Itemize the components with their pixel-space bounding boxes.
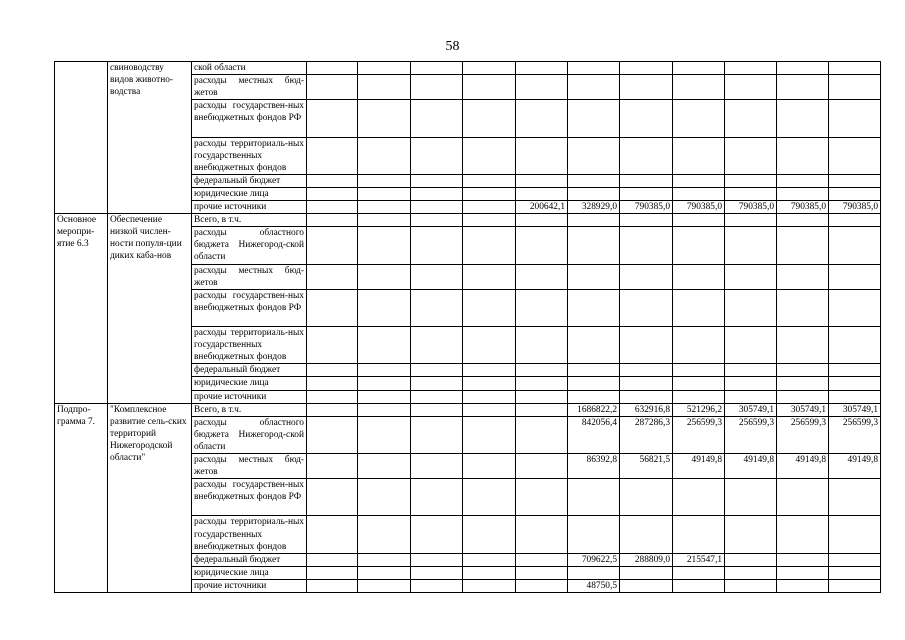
value-cell <box>411 390 463 403</box>
budget-table <box>54 61 881 593</box>
value-cell <box>620 566 673 579</box>
value-cell <box>620 390 673 403</box>
value-cell <box>777 579 829 592</box>
value-cell <box>568 75 620 100</box>
value-cell <box>516 377 568 390</box>
value-cell <box>307 553 358 566</box>
value-cell <box>620 327 673 364</box>
value-cell <box>725 289 777 326</box>
value-cell <box>777 187 829 200</box>
value-cell <box>725 327 777 364</box>
value-cell <box>463 187 516 200</box>
value-cell <box>411 187 463 200</box>
value-cell <box>777 553 829 566</box>
value-cell <box>568 100 620 137</box>
value-cell: 256599,3 <box>725 416 777 453</box>
value-cell <box>411 516 463 553</box>
value-cell: 790385,0 <box>725 201 777 214</box>
value-cell <box>777 289 829 326</box>
value-cell <box>620 62 673 75</box>
value-cell <box>829 75 881 100</box>
value-cell <box>568 566 620 579</box>
value-cell <box>358 214 411 227</box>
budget-table-body <box>55 62 881 593</box>
value-cell <box>358 201 411 214</box>
value-cell <box>777 377 829 390</box>
value-cell <box>620 579 673 592</box>
value-cell <box>777 75 829 100</box>
value-cell <box>620 75 673 100</box>
value-cell <box>620 264 673 289</box>
value-cell <box>516 364 568 377</box>
value-cell <box>673 187 725 200</box>
value-cell <box>463 327 516 364</box>
value-cell: 305749,1 <box>829 403 881 416</box>
funding-source-cell: федеральный бюджет <box>192 364 307 377</box>
value-cell <box>516 62 568 75</box>
value-cell: 215547,1 <box>673 553 725 566</box>
value-cell <box>829 516 881 553</box>
value-cell <box>307 187 358 200</box>
value-cell <box>725 479 777 516</box>
value-cell <box>463 390 516 403</box>
value-cell <box>673 75 725 100</box>
value-cell <box>516 264 568 289</box>
value-cell <box>829 479 881 516</box>
value-cell <box>307 264 358 289</box>
value-cell <box>411 454 463 479</box>
value-cell <box>829 187 881 200</box>
value-cell: 305749,1 <box>725 403 777 416</box>
value-cell <box>829 364 881 377</box>
value-cell <box>725 390 777 403</box>
value-cell <box>725 516 777 553</box>
value-cell <box>725 227 777 264</box>
value-cell <box>673 289 725 326</box>
value-cell <box>620 137 673 174</box>
value-cell <box>777 62 829 75</box>
value-cell: 49149,8 <box>777 454 829 479</box>
value-cell <box>568 214 620 227</box>
value-cell: 790385,0 <box>673 201 725 214</box>
value-cell <box>358 579 411 592</box>
program-name-cell: свиноводству видов животно-водства <box>108 62 192 214</box>
value-cell <box>620 227 673 264</box>
value-cell <box>777 174 829 187</box>
funding-source-cell: юридические лица <box>192 566 307 579</box>
value-cell: 49149,8 <box>725 454 777 479</box>
value-cell <box>829 214 881 227</box>
value-cell <box>411 553 463 566</box>
value-cell <box>829 100 881 137</box>
value-cell <box>568 264 620 289</box>
funding-source-cell: расходы местных бюд-жетов <box>192 454 307 479</box>
funding-source-cell: расходы областного бюджета Нижегород-ской области <box>192 416 307 453</box>
value-cell <box>568 62 620 75</box>
value-cell <box>411 75 463 100</box>
value-cell: 842056,4 <box>568 416 620 453</box>
value-cell <box>568 479 620 516</box>
value-cell: 288809,0 <box>620 553 673 566</box>
value-cell <box>516 227 568 264</box>
value-cell: 521296,2 <box>673 403 725 416</box>
value-cell <box>516 553 568 566</box>
value-cell <box>463 201 516 214</box>
value-cell <box>725 377 777 390</box>
value-cell <box>411 416 463 453</box>
value-cell <box>516 289 568 326</box>
value-cell <box>829 264 881 289</box>
value-cell: 49149,8 <box>829 454 881 479</box>
value-cell <box>829 553 881 566</box>
value-cell <box>829 137 881 174</box>
value-cell <box>673 137 725 174</box>
value-cell <box>620 100 673 137</box>
value-cell <box>463 137 516 174</box>
value-cell <box>777 327 829 364</box>
program-code-cell <box>55 62 108 214</box>
value-cell <box>463 454 516 479</box>
value-cell <box>307 390 358 403</box>
value-cell <box>620 516 673 553</box>
value-cell <box>358 227 411 264</box>
value-cell <box>673 516 725 553</box>
value-cell: 86392,8 <box>568 454 620 479</box>
value-cell <box>516 327 568 364</box>
value-cell <box>307 579 358 592</box>
value-cell <box>829 390 881 403</box>
value-cell <box>358 454 411 479</box>
value-cell <box>673 579 725 592</box>
funding-source-cell: Всего, в т.ч. <box>192 214 307 227</box>
value-cell <box>568 137 620 174</box>
value-cell <box>620 377 673 390</box>
value-cell <box>463 289 516 326</box>
value-cell <box>673 214 725 227</box>
value-cell <box>307 516 358 553</box>
value-cell <box>725 62 777 75</box>
value-cell <box>358 264 411 289</box>
value-cell: 256599,3 <box>777 416 829 453</box>
value-cell <box>307 479 358 516</box>
funding-source-cell: ской области <box>192 62 307 75</box>
value-cell <box>307 454 358 479</box>
value-cell: 790385,0 <box>620 201 673 214</box>
value-cell <box>725 579 777 592</box>
value-cell <box>777 566 829 579</box>
value-cell <box>673 364 725 377</box>
value-cell <box>307 566 358 579</box>
value-cell <box>673 100 725 137</box>
value-cell <box>568 364 620 377</box>
value-cell <box>725 100 777 137</box>
funding-source-cell: Всего, в т.ч. <box>192 403 307 416</box>
value-cell <box>725 364 777 377</box>
value-cell <box>411 479 463 516</box>
value-cell: 56821,5 <box>620 454 673 479</box>
funding-source-cell: расходы местных бюд-жетов <box>192 264 307 289</box>
value-cell <box>358 187 411 200</box>
value-cell <box>725 566 777 579</box>
value-cell <box>516 403 568 416</box>
value-cell: 790385,0 <box>777 201 829 214</box>
value-cell: 790385,0 <box>829 201 881 214</box>
value-cell <box>620 174 673 187</box>
value-cell <box>358 553 411 566</box>
value-cell <box>463 416 516 453</box>
value-cell <box>516 416 568 453</box>
value-cell <box>358 289 411 326</box>
value-cell <box>307 416 358 453</box>
value-cell <box>411 579 463 592</box>
funding-source-cell: расходы территориаль-ных государственных внебюджетных фондов <box>192 516 307 553</box>
value-cell <box>516 100 568 137</box>
funding-source-cell: расходы государствен-ных внебюджетных фондов РФ <box>192 100 307 137</box>
value-cell <box>358 403 411 416</box>
table-row <box>55 403 881 416</box>
program-name-cell: "Комплексное развитие сель-ских территорий Нижегородской области" <box>108 403 192 592</box>
value-cell <box>307 227 358 264</box>
value-cell <box>777 227 829 264</box>
value-cell: 632916,8 <box>620 403 673 416</box>
value-cell <box>673 227 725 264</box>
value-cell <box>829 566 881 579</box>
value-cell <box>829 327 881 364</box>
value-cell <box>463 516 516 553</box>
value-cell <box>307 289 358 326</box>
funding-source-cell: расходы государствен-ных внебюджетных фондов РФ <box>192 289 307 326</box>
value-cell <box>411 214 463 227</box>
value-cell <box>358 416 411 453</box>
value-cell <box>725 214 777 227</box>
value-cell <box>307 100 358 137</box>
value-cell: 709622,5 <box>568 553 620 566</box>
value-cell <box>307 214 358 227</box>
value-cell: 256599,3 <box>829 416 881 453</box>
value-cell <box>411 566 463 579</box>
value-cell <box>829 174 881 187</box>
value-cell: 305749,1 <box>777 403 829 416</box>
value-cell <box>673 62 725 75</box>
value-cell <box>777 264 829 289</box>
value-cell <box>620 214 673 227</box>
value-cell <box>358 62 411 75</box>
value-cell <box>307 75 358 100</box>
value-cell <box>411 174 463 187</box>
value-cell <box>463 174 516 187</box>
value-cell <box>358 479 411 516</box>
program-code-cell: Подпро-грамма 7. <box>55 403 108 592</box>
value-cell <box>777 479 829 516</box>
funding-source-cell: расходы областного бюджета Нижегород-ской области <box>192 227 307 264</box>
value-cell <box>411 137 463 174</box>
value-cell <box>411 364 463 377</box>
value-cell <box>620 364 673 377</box>
value-cell <box>516 479 568 516</box>
value-cell <box>411 227 463 264</box>
value-cell <box>777 390 829 403</box>
value-cell <box>463 553 516 566</box>
value-cell <box>777 100 829 137</box>
value-cell <box>463 377 516 390</box>
value-cell <box>568 187 620 200</box>
value-cell <box>725 187 777 200</box>
value-cell <box>725 137 777 174</box>
value-cell <box>516 137 568 174</box>
value-cell <box>673 479 725 516</box>
funding-source-cell: прочие источники <box>192 390 307 403</box>
table-row <box>55 62 881 75</box>
value-cell <box>463 479 516 516</box>
value-cell <box>358 174 411 187</box>
value-cell <box>568 327 620 364</box>
funding-source-cell: юридические лица <box>192 377 307 390</box>
value-cell <box>829 377 881 390</box>
value-cell <box>307 403 358 416</box>
value-cell <box>463 62 516 75</box>
value-cell <box>411 289 463 326</box>
table-row <box>55 214 881 227</box>
value-cell <box>307 62 358 75</box>
value-cell: 1686822,2 <box>568 403 620 416</box>
value-cell: 256599,3 <box>673 416 725 453</box>
value-cell <box>516 579 568 592</box>
value-cell <box>307 327 358 364</box>
value-cell <box>829 289 881 326</box>
value-cell <box>463 214 516 227</box>
value-cell <box>516 390 568 403</box>
funding-source-cell: юридические лица <box>192 187 307 200</box>
funding-source-cell: федеральный бюджет <box>192 553 307 566</box>
page-number: 58 <box>445 39 460 54</box>
value-cell: 200642,1 <box>516 201 568 214</box>
value-cell <box>777 364 829 377</box>
value-cell <box>516 516 568 553</box>
funding-source-cell: расходы государствен-ных внебюджетных фондов РФ <box>192 479 307 516</box>
value-cell <box>358 364 411 377</box>
value-cell <box>725 264 777 289</box>
value-cell <box>725 174 777 187</box>
value-cell <box>358 516 411 553</box>
value-cell <box>568 227 620 264</box>
value-cell <box>516 75 568 100</box>
value-cell <box>829 227 881 264</box>
funding-source-cell: прочие источники <box>192 201 307 214</box>
value-cell <box>516 566 568 579</box>
value-cell <box>568 289 620 326</box>
value-cell <box>516 187 568 200</box>
funding-source-cell: федеральный бюджет <box>192 174 307 187</box>
value-cell <box>777 137 829 174</box>
value-cell <box>568 377 620 390</box>
value-cell <box>620 187 673 200</box>
value-cell <box>777 516 829 553</box>
value-cell <box>411 264 463 289</box>
value-cell <box>568 390 620 403</box>
value-cell <box>463 364 516 377</box>
value-cell <box>358 327 411 364</box>
funding-source-cell: расходы территориаль-ных государственных внебюджетных фондов <box>192 137 307 174</box>
value-cell <box>411 100 463 137</box>
value-cell <box>829 579 881 592</box>
value-cell <box>725 553 777 566</box>
value-cell <box>358 137 411 174</box>
value-cell <box>516 214 568 227</box>
value-cell <box>463 566 516 579</box>
value-cell: 287286,3 <box>620 416 673 453</box>
value-cell: 328929,0 <box>568 201 620 214</box>
value-cell <box>673 264 725 289</box>
value-cell <box>673 377 725 390</box>
value-cell <box>673 327 725 364</box>
value-cell <box>411 201 463 214</box>
value-cell <box>725 75 777 100</box>
value-cell <box>463 100 516 137</box>
value-cell <box>358 100 411 137</box>
value-cell <box>568 174 620 187</box>
value-cell <box>358 566 411 579</box>
value-cell <box>307 137 358 174</box>
value-cell <box>620 289 673 326</box>
value-cell <box>516 174 568 187</box>
program-name-cell: Обеспечение низкой числен-ности популя-ции диких каба-нов <box>108 214 192 403</box>
value-cell <box>463 227 516 264</box>
program-code-cell: Основное меропри-ятие 6.3 <box>55 214 108 403</box>
value-cell <box>673 566 725 579</box>
value-cell <box>307 174 358 187</box>
value-cell <box>307 364 358 377</box>
value-cell <box>673 390 725 403</box>
value-cell <box>307 377 358 390</box>
value-cell <box>463 75 516 100</box>
funding-source-cell: расходы местных бюд-жетов <box>192 75 307 100</box>
value-cell <box>463 403 516 416</box>
value-cell <box>411 62 463 75</box>
value-cell <box>358 377 411 390</box>
value-cell <box>829 62 881 75</box>
value-cell <box>411 377 463 390</box>
value-cell <box>358 390 411 403</box>
value-cell: 49149,8 <box>673 454 725 479</box>
value-cell <box>568 516 620 553</box>
value-cell <box>777 214 829 227</box>
value-cell <box>673 174 725 187</box>
value-cell <box>463 264 516 289</box>
funding-source-cell: расходы территориаль-ных государственных внебюджетных фондов <box>192 327 307 364</box>
funding-source-cell: прочие источники <box>192 579 307 592</box>
value-cell <box>620 479 673 516</box>
value-cell <box>358 75 411 100</box>
value-cell: 48750,5 <box>568 579 620 592</box>
value-cell <box>307 201 358 214</box>
value-cell <box>516 454 568 479</box>
value-cell <box>411 327 463 364</box>
value-cell <box>463 579 516 592</box>
value-cell <box>411 403 463 416</box>
